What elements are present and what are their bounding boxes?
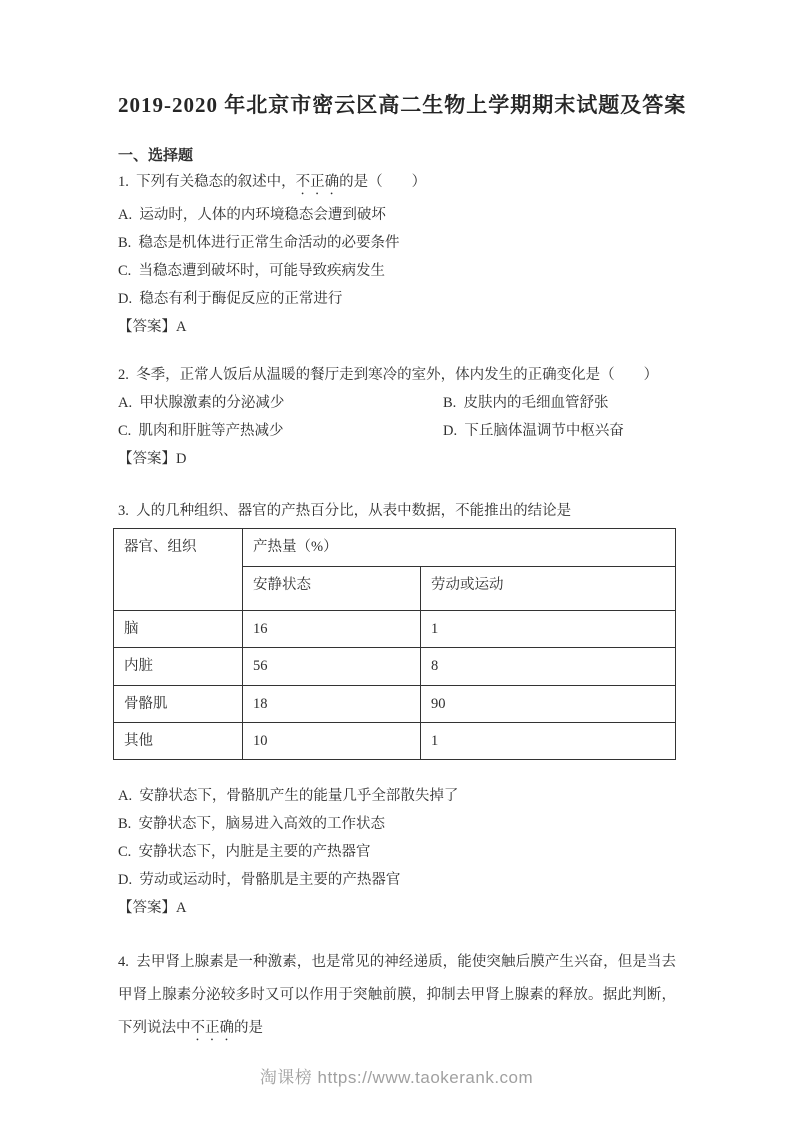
question-3-answer: 【答案】A [118, 900, 187, 916]
table-row [114, 611, 676, 648]
document-content [118, 0, 687, 1045]
question-4-stem-text: 4. 去甲肾上腺素是一种激素，也是常见的神经递质，能使突触后膜产生兴奋，但是当去甲肾上腺素分泌较多时又可以作用于突触前膜，抑制去甲肾上腺素的释放。据此判断，下列说法中 [118, 954, 676, 1036]
question-2-option-a: A. 甲状腺激素的分泌减少 [118, 395, 285, 411]
question-2-option-d: D. 下丘脑体温调节中枢兴奋 [443, 423, 624, 439]
table-cell-rest-value: 16 [243, 611, 421, 648]
question-1-option-c: C. 当稳态遭到破坏时，可能导致疾病发生 [118, 263, 386, 279]
question-2-option-b: B. 皮肤内的毛细血管舒张 [443, 395, 609, 411]
table-row [114, 686, 676, 723]
question-1-stem-text: 1. 下列有关稳态的叙述中， [118, 174, 296, 190]
heat-production-table [113, 528, 676, 760]
question-2-stem: 2. 冬季，正常人饭后从温暖的餐厅走到寒冷的室外，体内发生的正确变化是（ ） [118, 367, 659, 383]
table-group-header: 产热量（%） [243, 529, 676, 567]
table-cell-organ: 内脏 [114, 648, 243, 686]
table-row [114, 648, 676, 686]
question-4-stem [118, 946, 676, 1045]
question-2-options-row-2 [118, 421, 676, 442]
table-row [114, 723, 676, 760]
table-cell-rest-value: 18 [243, 686, 421, 723]
question-1-stem [118, 172, 676, 198]
table-subheader-work: 劳动或运动 [421, 567, 676, 611]
question-4-stem-tail: 的是 [234, 1020, 263, 1036]
table-cell-work-value: 90 [421, 686, 676, 723]
watermark-footer: 淘课榜 https://www.taokerank.com [259, 1068, 534, 1087]
question-1-stem-emphasis: 不正确 [295, 174, 340, 190]
table-cell-work-value: 1 [421, 723, 676, 760]
question-2-answer: 【答案】D [118, 451, 187, 467]
question-2-option-c: C. 肌肉和肝脏等产热减少 [118, 423, 284, 439]
question-1-answer: 【答案】A [118, 319, 187, 335]
question-4-stem-emphasis: 不正确 [190, 1020, 234, 1036]
document-title: 2019-2020 年北京市密云区高二生物上学期期末试题及答案 [118, 93, 687, 117]
question-3-option-d: D. 劳动或运动时，骨骼肌是主要的产热器官 [118, 872, 401, 888]
question-1-option-a: A. 运动时，人体的内环境稳态会遭到破坏 [118, 207, 386, 223]
table-cell-rest-value: 56 [243, 648, 421, 686]
table-corner-header: 器官、组织 [114, 529, 243, 611]
table-cell-work-value: 8 [421, 648, 676, 686]
table-cell-work-value: 1 [421, 611, 676, 648]
question-1-option-b: B. 稳态是机体进行正常生命活动的必要条件 [118, 235, 400, 251]
table-cell-organ: 骨骼肌 [114, 686, 243, 723]
table-cell-organ: 脑 [114, 611, 243, 648]
question-3-option-a: A. 安静状态下，骨骼肌产生的能量几乎全部散失掉了 [118, 788, 459, 804]
question-1-option-d: D. 稳态有利于酶促反应的正常进行 [118, 291, 343, 307]
table-cell-rest-value: 10 [243, 723, 421, 760]
question-3-option-b: B. 安静状态下，脑易进入高效的工作状态 [118, 816, 386, 832]
question-3-stem: 3. 人的几种组织、器官的产热百分比，从表中数据，不能推出的结论是 [118, 503, 572, 519]
question-2-options-row-1 [118, 393, 676, 414]
table-subheader-rest: 安静状态 [243, 567, 421, 611]
section-heading: 一、选择题 [118, 148, 194, 164]
question-1-stem-tail: 的是（ ） [339, 174, 427, 190]
table-cell-organ: 其他 [114, 723, 243, 760]
question-3-option-c: C. 安静状态下，内脏是主要的产热器官 [118, 844, 371, 860]
